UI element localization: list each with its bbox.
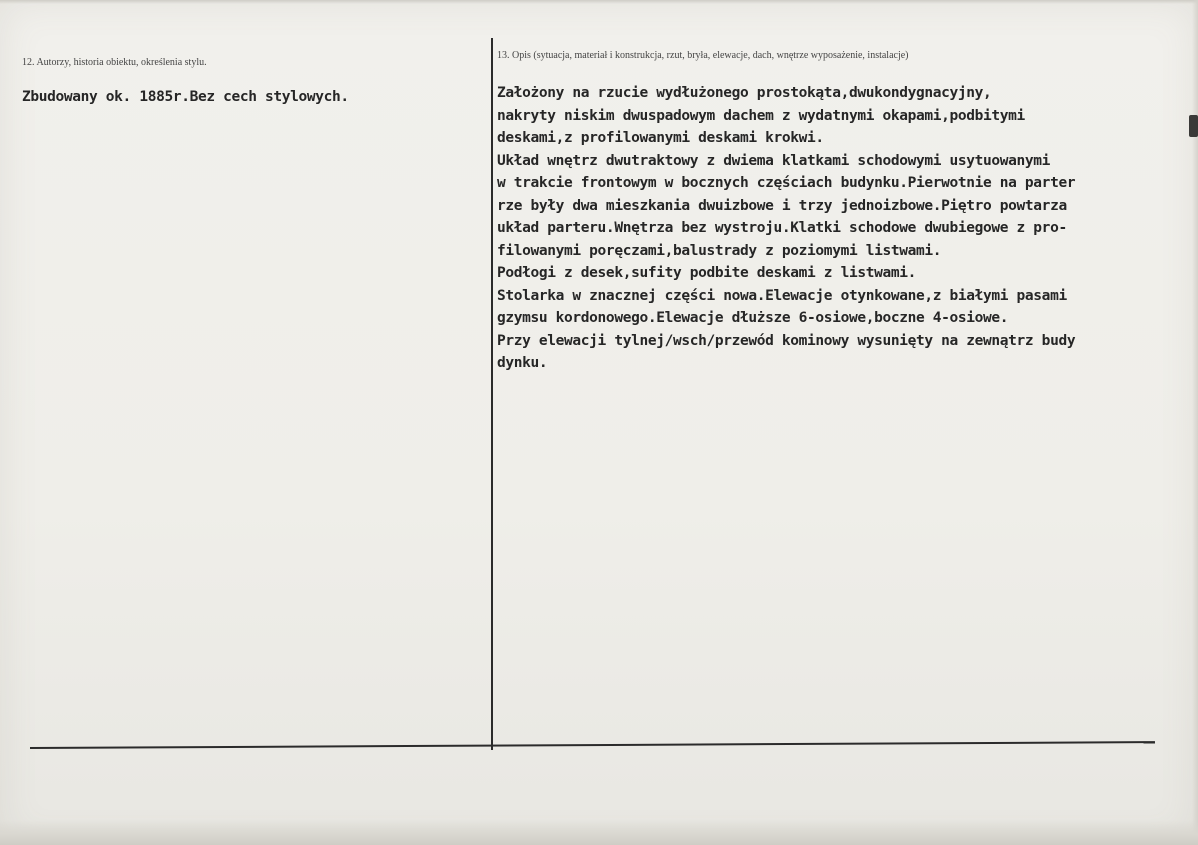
typed-line: gzymsu kordonowego.Elewacje dłuższe 6-osiowe,boczne 4-osiowe.: [497, 310, 1009, 326]
typed-line: Stolarka w znacznej części nowa.Elewacje otynkowane,z białymi pasami: [497, 287, 1067, 304]
typed-line: rze były dwa mieszkania dwuizbowe i trzy jednoizbowe.Piętro powtarza: [497, 197, 1067, 214]
typed-line: deskami,z profilowanymi deskami krokwi.: [497, 130, 824, 146]
typed-line: filowanymi poręczami,balustrady z poziomymi listwami.: [497, 242, 942, 259]
top-fold-shadow: [0, 0, 1198, 4]
typed-line: Przy elewacji tylnej/wsch/przewód kominowy wysunięty na zewnątrz budy: [497, 332, 1076, 349]
typed-line: układ parteru.Wnętrza bez wystroju.Klatki schodowe dwubiegowe z pro-: [497, 220, 1067, 236]
typed-line: nakryty niskim dwuspadowym dachem z wydatnymi okapami,podbitymi: [497, 107, 1025, 124]
typed-line: w trakcie frontowym w bocznych częściach budynku.Pierwotnie na parter: [497, 175, 1076, 191]
typed-line: Podłogi z desek,sufity podbite deskami z listwami.: [497, 265, 916, 281]
column-divider-line: [491, 38, 493, 750]
bottom-fold-shadow: [0, 820, 1198, 845]
bottom-rule-line: [30, 741, 1155, 749]
field-12-typed-text: Zbudowany ok. 1885r.Bez cech stylowych.: [22, 89, 349, 105]
field-12-label: 12. Autorzy, historia obiektu, określenia stylu.: [22, 57, 207, 68]
field-13-label: 13. Opis (sytuacja, materiał i konstrukcja, rzut, bryła, elewacje, dach, wnętrze wyposażenie, instalacje): [497, 50, 909, 61]
typed-line: Układ wnętrz dwutraktowy z dwiema klatkami schodowymi usytuowanymi: [497, 152, 1051, 169]
typed-line: Założony na rzucie wydłużonego prostokąta,dwukondygnacyjny,: [497, 85, 992, 101]
field-13-typed-text: [497, 82, 1192, 375]
typed-line: dynku.: [497, 355, 548, 371]
